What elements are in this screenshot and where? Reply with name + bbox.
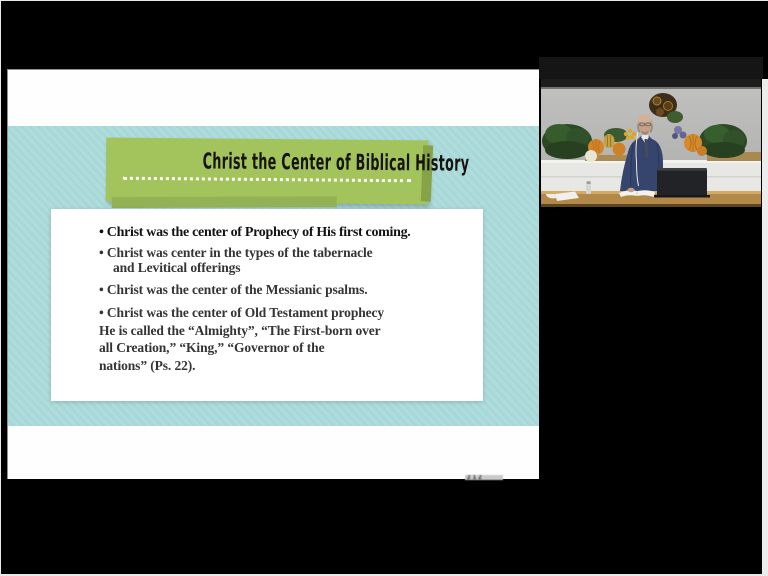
video-top-gap [539,57,763,79]
bullet-line-4: • Christ was the center of Old Testament prophecy [99,305,385,320]
bullet-card [51,209,483,401]
slide [7,69,539,479]
page-marker-smudge: 212 [465,475,503,480]
dotted-underline [123,177,411,183]
bullet-line-2: • Christ was center in the types of the tabernacle [99,245,373,260]
speaker-video-feed[interactable] [541,79,761,207]
water-jar [586,181,591,194]
scrollbar[interactable] [762,79,768,576]
dark-ceiling-band [541,79,761,87]
bullet-line-2-cont: and Levitical offerings [113,260,241,275]
bullet-line-4-cont-1: He is called the “Almighty”, “The First-born over [99,322,381,338]
hand [628,188,635,192]
bullet-line-4-cont-2: all Creation,” “King,” “Governor of the [99,340,325,355]
title-banner [106,138,470,205]
slide-title: Christ the Center of Biblical History [202,149,470,177]
bullet-line-3: • Christ was the center of the Messianic psalms. [99,282,368,297]
striped-gourd [604,134,615,148]
bullet-list [51,209,483,374]
bullet-line-1: • Christ was the center of Prophecy of His first coming. [99,225,411,240]
left-fern [542,124,592,159]
laptop [654,168,710,198]
white-gourd [585,150,597,162]
bullet-line-4-cont-3: nations” (Ps. 22). [99,357,196,373]
